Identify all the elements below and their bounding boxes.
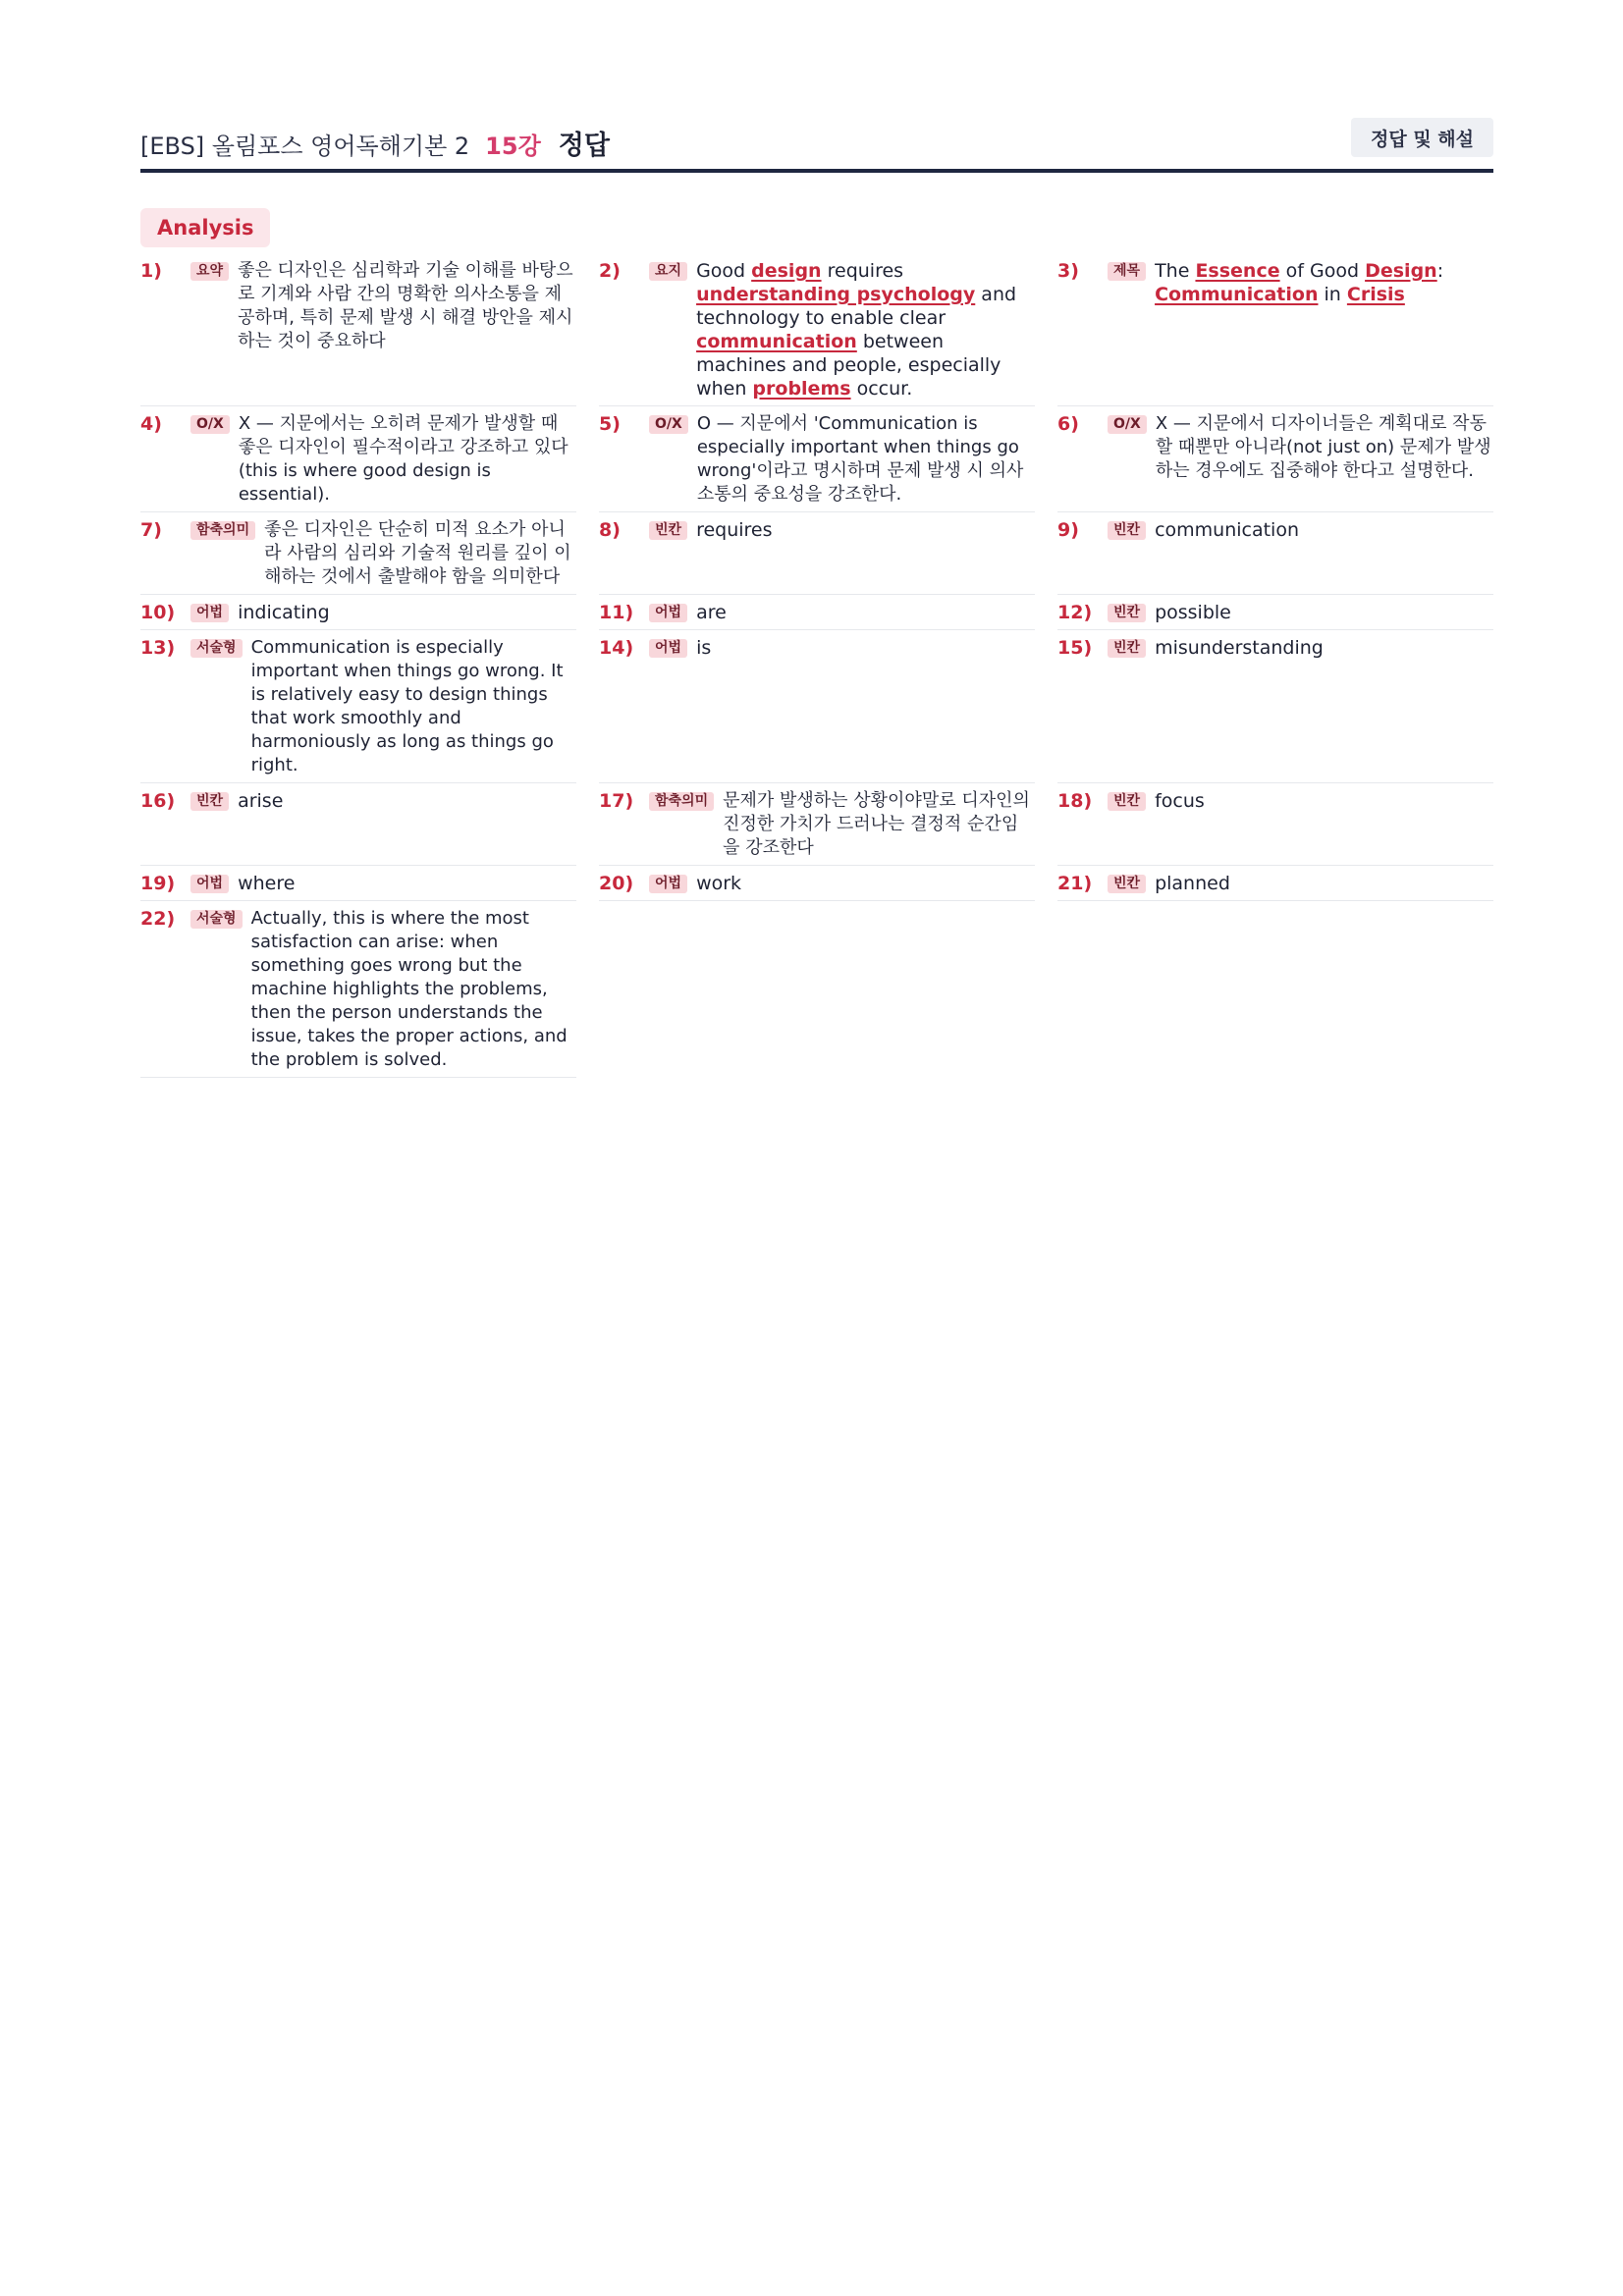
answer-key-badge: 정답 및 해설 [1351, 118, 1493, 157]
answer-type-badge: 어법 [649, 604, 687, 622]
answer-text: X — 지문에서 디자이너들은 계획대로 작동할 때뿐만 아니라(not just on) 문제가 발생하는 경우에도 집중해야 한다고 설명한다. [1155, 413, 1491, 481]
answer-item-8 [599, 512, 1035, 595]
answer-text: indicating [238, 602, 330, 623]
answer-text: X — 지문에서는 오히려 문제가 발생할 때 좋은 디자인이 필수적이라고 강조하고 있다 (this is where good design is essential). [238, 413, 568, 505]
answer-item-6 [1057, 406, 1493, 512]
answer-text: 좋은 디자인은 단순히 미적 요소가 아니라 사람의 심리와 기술적 원리를 깊이 이해하는 것에서 출발해야 함을 의미한다 [264, 519, 571, 587]
answer-item-17 [599, 783, 1035, 866]
answer-type-badge: 빈칸 [1108, 875, 1146, 893]
answer-number: 18) [1057, 790, 1093, 812]
answer-type-badge: 빈칸 [1108, 604, 1146, 622]
header-title-group [140, 124, 610, 162]
answer-type-badge: 어법 [190, 604, 229, 622]
page-header [140, 114, 1493, 173]
answer-text: communication [1155, 519, 1299, 541]
answer-text: Communication is especially important when things go wrong. It is relatively easy to design things that work smoothly and harmoniously as long as things go right. [250, 637, 564, 775]
answer-text: focus [1155, 790, 1205, 812]
answer-text: where [238, 873, 296, 894]
answer-number: 16) [140, 790, 176, 812]
answer-text: O — 지문에서 'Communication is especially important when things go wrong'이라고 명시하며 문제 발생 시 의사소통의 중요성을 강조한다. [696, 413, 1024, 505]
keyword: design [751, 260, 822, 282]
answer-number: 15) [1057, 637, 1093, 659]
answer-type-badge: 어법 [649, 639, 687, 658]
answer-number: 2) [599, 260, 621, 282]
answer-type-badge: 빈칸 [1108, 792, 1146, 811]
answer-item-3 [1057, 253, 1493, 406]
keyword: problems [752, 378, 851, 400]
answer-number: 3) [1057, 260, 1079, 282]
answer-type-badge: O/X [190, 415, 230, 434]
answer-type-badge: 서술형 [190, 910, 243, 929]
answer-item-1 [140, 253, 576, 406]
answer-text: Good design requires understanding psychology and technology to enable clear communication between machines and people, especially when problems occur. [696, 260, 1017, 400]
answer-text: misunderstanding [1155, 637, 1324, 659]
answer-number: 1) [140, 260, 162, 282]
answer-type-badge: 제목 [1108, 262, 1146, 281]
answer-text: requires [696, 519, 773, 541]
answer-number: 12) [1057, 602, 1093, 623]
answer-text: are [696, 602, 727, 623]
page-title: 정답 [558, 131, 610, 161]
answer-text: work [696, 873, 742, 894]
answer-item-11 [599, 595, 1035, 630]
answer-type-badge: 빈칸 [649, 521, 687, 540]
answer-item-13 [140, 630, 576, 783]
answer-text: arise [238, 790, 284, 812]
answer-number: 21) [1057, 873, 1093, 894]
answer-type-badge: 서술형 [190, 639, 243, 658]
answer-number: 9) [1057, 519, 1079, 541]
answer-type-badge: 어법 [190, 875, 229, 893]
keyword: Design [1365, 260, 1437, 282]
answer-number: 4) [140, 413, 162, 435]
lesson-number: 15강 [485, 133, 541, 160]
answer-type-badge: 어법 [649, 875, 687, 893]
answer-text: Actually, this is where the most satisfaction can arise: when something goes wrong but the machine highlights the problems, then the person understands the issue, takes the proper actions, and the problem is solved. [250, 908, 568, 1070]
answer-type-badge: 요약 [190, 262, 229, 281]
analysis-section-label: Analysis [140, 208, 270, 247]
answer-item-18 [1057, 783, 1493, 866]
answer-type-badge: O/X [649, 415, 688, 434]
answer-item-10 [140, 595, 576, 630]
answer-number: 11) [599, 602, 634, 623]
answer-text: planned [1155, 873, 1230, 894]
answer-text: possible [1155, 602, 1231, 623]
answer-text: is [696, 637, 712, 659]
answer-text: 좋은 디자인은 심리학과 기술 이해를 바탕으로 기계와 사람 간의 명확한 의사소통을 제공하며, 특히 문제 발생 시 해결 방안을 제시하는 것이 중요하다 [238, 260, 573, 351]
answer-item-12 [1057, 595, 1493, 630]
answer-item-14 [599, 630, 1035, 783]
answer-item-4 [140, 406, 576, 512]
series-name: [EBS] 올림포스 영어독해기본 2 [140, 133, 470, 160]
keyword: Crisis [1346, 284, 1405, 305]
answer-item-16 [140, 783, 576, 866]
answer-type-badge: 빈칸 [1108, 521, 1146, 540]
answer-item-5 [599, 406, 1035, 512]
answer-item-2 [599, 253, 1035, 406]
answer-type-badge: O/X [1108, 415, 1147, 434]
answer-number: 7) [140, 519, 162, 541]
answer-item-15 [1057, 630, 1493, 783]
answer-text: The Essence of Good Design: Communication in Crisis [1155, 260, 1444, 305]
answer-number: 14) [599, 637, 634, 659]
answer-item-7 [140, 512, 576, 595]
answer-item-20 [599, 866, 1035, 901]
answer-number: 19) [140, 873, 176, 894]
answer-grid [140, 253, 1493, 1078]
keyword: Communication [1155, 284, 1319, 305]
answer-type-badge: 함축의미 [190, 521, 255, 540]
answer-number: 10) [140, 602, 176, 623]
answer-number: 5) [599, 413, 621, 435]
answer-item-9 [1057, 512, 1493, 595]
answer-number: 17) [599, 790, 634, 812]
answer-number: 6) [1057, 413, 1079, 435]
answer-item-21 [1057, 866, 1493, 901]
answer-type-badge: 함축의미 [649, 792, 714, 811]
answer-type-badge: 빈칸 [190, 792, 229, 811]
keyword: communication [696, 331, 857, 352]
answer-item-19 [140, 866, 576, 901]
answer-number: 22) [140, 908, 176, 930]
answer-number: 13) [140, 637, 176, 659]
keyword: understanding psychology [696, 284, 976, 305]
answer-type-badge: 요지 [649, 262, 687, 281]
answer-item-22 [140, 901, 576, 1078]
answer-text: 문제가 발생하는 상황이야말로 디자인의 진정한 가치가 드러나는 결정적 순간임을 강조한다 [723, 790, 1030, 858]
keyword: Essence [1195, 260, 1280, 282]
answer-number: 20) [599, 873, 634, 894]
answer-type-badge: 빈칸 [1108, 639, 1146, 658]
answer-number: 8) [599, 519, 621, 541]
